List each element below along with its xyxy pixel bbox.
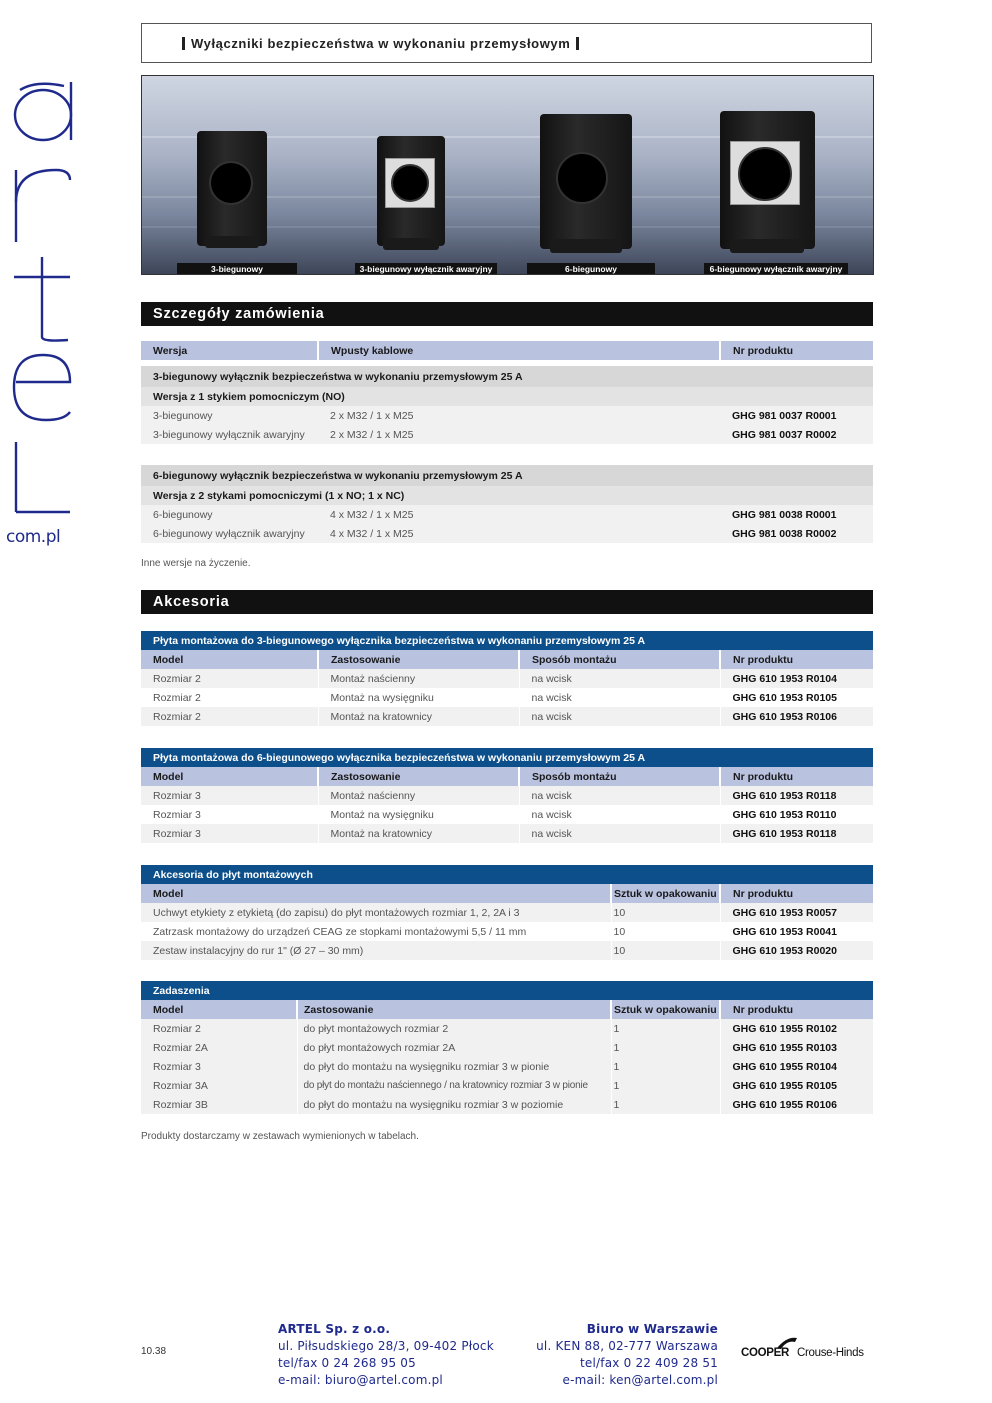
cell-model: Rozmiar 3 — [141, 824, 318, 843]
cell-qty: 10 — [611, 903, 720, 922]
col-header: Zastosowanie — [318, 767, 519, 786]
table-row — [141, 903, 873, 922]
table-row — [141, 824, 873, 843]
group-heading-row — [141, 366, 873, 387]
cell-qty: 10 — [611, 922, 720, 941]
cell-glands: 2 x M32 / 1 x M25 — [318, 406, 720, 425]
rotary-knob — [391, 164, 429, 202]
order-note: Inne wersje na życzenie. — [141, 558, 251, 569]
rotary-knob — [738, 147, 792, 201]
plate6-table — [141, 748, 873, 843]
cable-gland — [550, 239, 622, 253]
col-header: Model — [141, 884, 611, 903]
cell-product-no: GHG 610 1953 R0057 — [720, 903, 873, 922]
rotary-knob — [209, 161, 253, 205]
cell-version: 3-biegunowy wyłącznik awaryjny — [141, 425, 318, 444]
logo-cooper: COOPER — [741, 1347, 790, 1359]
cell-use: Montaż na kratownicy — [318, 707, 519, 726]
col-header: Nr produktu — [720, 767, 873, 786]
table-title-row — [141, 981, 873, 1000]
col-header: Nr produktu — [720, 341, 873, 360]
cell-qty: 1 — [611, 1038, 720, 1057]
table-row — [141, 707, 873, 726]
warsaw-office-address — [520, 1321, 718, 1389]
cell-model: Zatrzask montażowy do urządzeń CEAG ze stopkami montażowymi 5,5 / 11 mm — [141, 922, 611, 941]
table-row — [141, 786, 873, 805]
table-row — [141, 524, 873, 543]
rotary-knob — [556, 152, 608, 204]
cell-model: Rozmiar 3 — [141, 805, 318, 824]
group-subheading: Wersja z 1 stykiem pomocniczym (NO) — [141, 387, 873, 406]
table-title-row — [141, 748, 873, 767]
table-title: Płyta montażowa do 3-biegunowego wyłącznika bezpieczeństwa w wykonaniu przemysłowym 25 A — [141, 631, 873, 650]
group-subheading-row — [141, 486, 873, 505]
cell-product-no: GHG 610 1953 R0104 — [720, 669, 873, 688]
device-3-pole — [197, 131, 267, 246]
cell-product-no: GHG 610 1955 R0103 — [720, 1038, 873, 1057]
company-name: ARTEL Sp. z o.o. — [278, 1322, 391, 1336]
table-title: Zadaszenia — [141, 981, 873, 1000]
table-header-row — [141, 1000, 873, 1019]
office-email[interactable]: e-mail: ken@artel.com.pl — [562, 1373, 718, 1387]
table-row — [141, 941, 873, 960]
cell-use: do płyt do montażu na wysięgniku rozmiar 3 w pionie — [297, 1057, 611, 1076]
cell-model: Zestaw instalacyjny do rur 1" (Ø 27 – 30 mm) — [141, 941, 611, 960]
cell-model: Rozmiar 3 — [141, 786, 318, 805]
table-row — [141, 1095, 873, 1114]
cell-glands: 2 x M32 / 1 x M25 — [318, 425, 720, 444]
cell-product-no: GHG 610 1955 R0105 — [720, 1076, 873, 1095]
col-header: Nr produktu — [720, 884, 873, 903]
table-header-row — [141, 341, 873, 360]
col-header: Wpusty kablowe — [318, 341, 720, 360]
cell-model: Rozmiar 3 — [141, 1057, 297, 1076]
cable-gland — [205, 236, 259, 248]
device-6-pole — [540, 114, 632, 249]
artel-domain: com.pl — [6, 527, 61, 547]
cell-use: Montaż naścienny — [318, 786, 519, 805]
roofs-table — [141, 981, 873, 1114]
cell-use: Montaż na kratownicy — [318, 824, 519, 843]
cell-qty: 1 — [611, 1057, 720, 1076]
cell-model: Rozmiar 2 — [141, 669, 318, 688]
cell-product-no: GHG 610 1953 R0020 — [720, 941, 873, 960]
office-phone: tel/fax 0 22 409 28 51 — [580, 1356, 718, 1370]
cable-gland — [383, 238, 439, 250]
cell-model: Rozmiar 3B — [141, 1095, 297, 1114]
table-row — [141, 425, 873, 444]
cell-use: Montaż naścienny — [318, 669, 519, 688]
table-header-row — [141, 650, 873, 669]
cell-model: Rozmiar 3A — [141, 1076, 297, 1095]
col-header: Sztuk w opakowaniu — [611, 1000, 720, 1019]
accessories-note: Produkty dostarczamy w zestawach wymienionych w tabelach. — [141, 1131, 419, 1142]
page-title: Wyłączniki bezpieczeństwa w wykonaniu przemysłowym — [191, 36, 571, 51]
title-bar-right — [576, 37, 579, 50]
cell-use: do płyt montażowych rozmiar 2A — [297, 1038, 611, 1057]
col-header: Zastosowanie — [297, 1000, 611, 1019]
cell-use: do płyt montażowych rozmiar 2 — [297, 1019, 611, 1038]
cell-qty: 1 — [611, 1076, 720, 1095]
table-title-row — [141, 865, 873, 884]
group-heading: 3-biegunowy wyłącznik bezpieczeństwa w wykonaniu przemysłowym 25 A — [141, 366, 873, 387]
photo-caption: 3-biegunowy — [177, 263, 297, 275]
group-subheading-row — [141, 387, 873, 406]
col-header: Model — [141, 650, 318, 669]
cell-product-no: GHG 610 1955 R0102 — [720, 1019, 873, 1038]
cell-use: do płyt do montażu na wysięgniku rozmiar 3 w poziomie — [297, 1095, 611, 1114]
artel-letters-graphic — [6, 72, 76, 522]
group-heading-row — [141, 465, 873, 486]
cell-mounting: na wcisk — [519, 824, 720, 843]
cell-mounting: na wcisk — [519, 688, 720, 707]
cell-glands: 4 x M32 / 1 x M25 — [318, 524, 720, 543]
col-header: Nr produktu — [720, 650, 873, 669]
table-row — [141, 922, 873, 941]
cell-model: Rozmiar 2A — [141, 1038, 297, 1057]
table-title-row — [141, 631, 873, 650]
cable-gland — [730, 239, 804, 253]
photo-caption: 6-biegunowy wyłącznik awaryjny — [704, 263, 848, 275]
cell-qty: 10 — [611, 941, 720, 960]
cell-mounting: na wcisk — [519, 707, 720, 726]
cell-mounting: na wcisk — [519, 805, 720, 824]
cell-product-no: GHG 981 0037 R0001 — [720, 406, 873, 425]
table-row — [141, 505, 873, 524]
cooper-crouse-hinds-logo — [741, 1336, 875, 1362]
cell-product-no: GHG 981 0038 R0002 — [720, 524, 873, 543]
table-title: Akcesoria do płyt montażowych — [141, 865, 873, 884]
cell-use: Montaż na wysięgniku — [318, 688, 519, 707]
cell-version: 6-biegunowy — [141, 505, 318, 524]
cell-product-no: GHG 610 1955 R0106 — [720, 1095, 873, 1114]
table-row — [141, 688, 873, 707]
col-header: Model — [141, 767, 318, 786]
office-street: ul. KEN 88, 02-777 Warszawa — [536, 1339, 718, 1353]
cell-glands: 4 x M32 / 1 x M25 — [318, 505, 720, 524]
cell-product-no: GHG 981 0038 R0001 — [720, 505, 873, 524]
table-row — [141, 1038, 873, 1057]
table-row — [141, 805, 873, 824]
cell-product-no: GHG 981 0037 R0002 — [720, 425, 873, 444]
cell-product-no: GHG 610 1953 R0118 — [720, 824, 873, 843]
device-6-pole-emergency — [720, 111, 815, 249]
title-bar-left — [182, 37, 185, 50]
order-section-title: Szczegóły zamówienia — [141, 302, 873, 326]
page-header — [141, 23, 872, 63]
page-title-wrap — [176, 36, 585, 51]
device-3-pole-emergency — [377, 136, 445, 246]
accessories-section-title: Akcesoria — [141, 590, 873, 614]
col-header: Sztuk w opakowaniu — [611, 884, 720, 903]
table-row — [141, 1019, 873, 1038]
logo-crouse-hinds: Crouse-Hinds — [797, 1347, 864, 1359]
cell-mounting: na wcisk — [519, 786, 720, 805]
group-heading: 6-biegunowy wyłącznik bezpieczeństwa w wykonaniu przemysłowym 25 A — [141, 465, 873, 486]
cell-use: do płyt do montażu naściennego / na kratownicy rozmiar 3 w pionie — [297, 1076, 611, 1095]
cell-use: Montaż na wysięgniku — [318, 805, 519, 824]
company-phone: tel/fax 0 24 268 95 05 — [278, 1356, 416, 1370]
page-number: 10.38 — [141, 1346, 167, 1357]
col-header: Nr produktu — [720, 1000, 873, 1019]
cell-mounting: na wcisk — [519, 669, 720, 688]
col-header: Model — [141, 1000, 297, 1019]
plate3-table — [141, 631, 873, 726]
col-header: Sposób montażu — [519, 767, 720, 786]
table-row — [141, 1057, 873, 1076]
table-row — [141, 406, 873, 425]
office-name: Biuro w Warszawie — [586, 1322, 718, 1336]
cell-product-no: GHG 610 1953 R0105 — [720, 688, 873, 707]
cell-model: Rozmiar 2 — [141, 1019, 297, 1038]
cell-qty: 1 — [611, 1019, 720, 1038]
cell-product-no: GHG 610 1953 R0118 — [720, 786, 873, 805]
order-table — [141, 341, 873, 543]
product-photo — [141, 75, 874, 275]
cell-model: Uchwyt etykiety z etykietą (do zapisu) do płyt montażowych rozmiar 1, 2, 2A i 3 — [141, 903, 611, 922]
cell-product-no: GHG 610 1953 R0106 — [720, 707, 873, 726]
cell-product-no: GHG 610 1953 R0110 — [720, 805, 873, 824]
table-row — [141, 1076, 873, 1095]
photo-caption: 6-biegunowy — [527, 263, 655, 275]
cell-product-no: GHG 610 1955 R0104 — [720, 1057, 873, 1076]
cell-qty: 1 — [611, 1095, 720, 1114]
col-header: Sposób montażu — [519, 650, 720, 669]
company-email[interactable]: e-mail: biuro@artel.com.pl — [278, 1373, 443, 1387]
col-header: Zastosowanie — [318, 650, 519, 669]
table-title: Płyta montażowa do 6-biegunowego wyłącznika bezpieczeństwa w wykonaniu przemysłowym 25 A — [141, 748, 873, 767]
table-header-row — [141, 767, 873, 786]
cell-model: Rozmiar 2 — [141, 688, 318, 707]
plate-accessories-table — [141, 865, 873, 960]
cell-version: 3-biegunowy — [141, 406, 318, 425]
table-row — [141, 669, 873, 688]
table-header-row — [141, 884, 873, 903]
artel-side-logo — [6, 72, 76, 552]
company-address — [278, 1321, 494, 1389]
group-subheading: Wersja z 2 stykami pomocniczymi (1 x NO; 1 x NC) — [141, 486, 873, 505]
cell-product-no: GHG 610 1953 R0041 — [720, 922, 873, 941]
cell-version: 6-biegunowy wyłącznik awaryjny — [141, 524, 318, 543]
col-header: Wersja — [141, 341, 318, 360]
company-street: ul. Piłsudskiego 28/3, 09-402 Płock — [278, 1339, 494, 1353]
photo-caption: 3-biegunowy wyłącznik awaryjny — [355, 263, 497, 275]
cell-model: Rozmiar 2 — [141, 707, 318, 726]
